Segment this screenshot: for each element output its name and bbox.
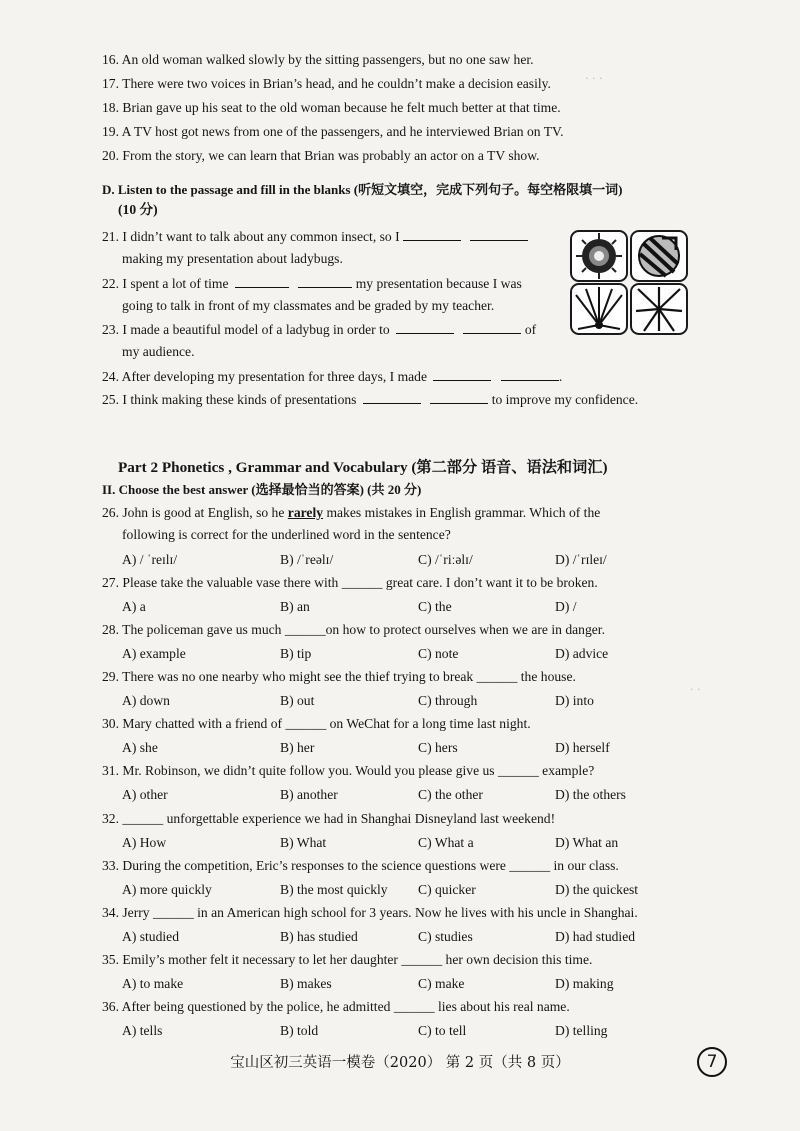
q25-text-2: to improve my confidence. (491, 392, 639, 407)
sun-pattern-image (570, 230, 628, 282)
burst-pattern-image (630, 283, 688, 335)
option-d[interactable]: D) advice (555, 646, 609, 661)
option-d[interactable]: D) /ˈrɪleɪ/ (555, 552, 607, 567)
option-d[interactable]: D) making (555, 976, 614, 991)
option-c[interactable]: C) the (418, 599, 452, 614)
option-d[interactable]: D) had studied (555, 929, 636, 944)
answer-blank[interactable] (433, 367, 491, 381)
option-c[interactable]: C) through (418, 693, 478, 708)
answer-blank[interactable] (501, 367, 559, 381)
question-stem: 30. Mary chatted with a friend of ______ on WeChat for a long time last night. (102, 716, 531, 731)
question-21-cont: making my presentation about ladybugs. (122, 251, 343, 266)
option-d[interactable]: D) the quickest (555, 882, 639, 897)
section-d-score: (10 分) (118, 202, 158, 217)
question-22-cont: going to talk in front of my classmates and be graded by my teacher. (122, 298, 495, 313)
option-d[interactable]: D) herself (555, 740, 610, 755)
option-d[interactable]: D) What an (555, 835, 619, 850)
q23-text: 23. I made a beautiful model of a ladybug in order to (102, 322, 390, 337)
option-c[interactable]: C) hers (418, 740, 458, 755)
option-a[interactable]: A) more quickly (122, 882, 212, 897)
page-number-badge: 7 (697, 1047, 727, 1077)
question-stem: 33. During the competition, Eric’s responses to the science questions were ______ in our class. (102, 858, 619, 873)
question-stem: 29. There was no one nearby who might see the thief trying to break ______ the house. (102, 669, 576, 684)
section-ii-title: II. Choose the best answer (选择最恰当的答案) (共 20 分) (102, 482, 422, 497)
option-d[interactable]: D) telling (555, 1023, 608, 1038)
answer-blank[interactable] (235, 274, 289, 288)
option-a[interactable]: A) she (122, 740, 158, 755)
page-footer: 宝山区初三英语一模卷（2020） 第 2 页（共 8 页） (230, 1055, 570, 1071)
q26-underlined-word: rarely (287, 505, 324, 520)
option-c[interactable]: C) studies (418, 929, 473, 944)
q22-text: 22. I spent a lot of time (102, 276, 229, 291)
statement-17: 17. There were two voices in Brian’s head, and he couldn’t make a decision easily. (102, 76, 551, 91)
statement-18: 18. Brian gave up his seat to the old woman because he felt much better at that time. (102, 100, 561, 115)
section-d-title: D. Listen to the passage and fill in the blanks (听短文填空，完成下列句子。每空格限填一词) (102, 182, 623, 197)
question-stem: 35. Emily’s mother felt it necessary to let her daughter ______ her own decision this time. (102, 952, 593, 967)
option-a[interactable]: A) studied (122, 929, 180, 944)
question-stem: 36. After being questioned by the police, he admitted ______ lies about his real name. (102, 999, 570, 1014)
q24-text: 24. After developing my presentation for three days, I made (102, 369, 428, 384)
option-c[interactable]: C) What a (418, 835, 474, 850)
q23-text-2: of (524, 322, 537, 337)
option-c[interactable]: C) /ˈriːəlɪ/ (418, 552, 473, 567)
option-a[interactable]: A) tells (122, 1023, 163, 1038)
fan-pattern-image (570, 283, 628, 335)
option-b[interactable]: B) another (280, 787, 338, 802)
striped-ball-image (630, 230, 688, 282)
option-b[interactable]: B) the most quickly (280, 882, 388, 897)
question-25 (102, 390, 638, 409)
part2-title: Part 2 Phonetics , Grammar and Vocabulary (第二部分 语音、语法和词汇) (118, 459, 608, 476)
answer-blank[interactable] (470, 227, 528, 241)
option-a[interactable]: A) down (122, 693, 170, 708)
answer-blank[interactable] (463, 320, 521, 334)
question-stem: 27. Please take the valuable vase there with ______ great care. I don’t want it to be broken. (102, 575, 598, 590)
statement-16: 16. An old woman walked slowly by the sitting passengers, but no one saw her. (102, 52, 534, 67)
option-c[interactable]: C) to tell (418, 1023, 467, 1038)
answer-blank[interactable] (298, 274, 352, 288)
answer-blank[interactable] (396, 320, 454, 334)
option-b[interactable]: B) What (280, 835, 327, 850)
question-stem: 31. Mr. Robinson, we didn’t quite follow you. Would you please give us ______ example? (102, 763, 595, 778)
option-a[interactable]: A) How (122, 835, 167, 850)
question-23-cont: my audience. (122, 344, 195, 359)
statement-20: 20. From the story, we can learn that Brian was probably an actor on a TV show. (102, 148, 540, 163)
question-23 (102, 320, 536, 339)
option-a[interactable]: A) / ˈreɪlɪ/ (122, 552, 178, 567)
q26-text: 26. John is good at English, so he (102, 505, 285, 520)
question-21 (102, 227, 528, 246)
option-c[interactable]: C) note (418, 646, 459, 661)
question-stem: 34. Jerry ______ in an American high school for 3 years. Now he lives with his uncle in Shanghai. (102, 905, 638, 920)
option-a[interactable]: A) to make (122, 976, 184, 991)
option-c[interactable]: C) make (418, 976, 465, 991)
q25-text: 25. I think making these kinds of presentations (102, 392, 357, 407)
question-22 (102, 274, 522, 293)
question-26-cont: following is correct for the underlined word in the sentence? (122, 527, 451, 542)
option-b[interactable]: B) tip (280, 646, 312, 661)
question-26 (102, 504, 600, 522)
ladybug-pictures (570, 230, 686, 335)
question-24 (102, 367, 562, 386)
q24-period: . (558, 369, 563, 384)
option-b[interactable]: B) has studied (280, 929, 358, 944)
option-a[interactable]: A) example (122, 646, 186, 661)
q21-text: 21. I didn’t want to talk about any common insect, so I (102, 229, 400, 244)
answer-blank[interactable] (363, 390, 421, 404)
option-d[interactable]: D) / (555, 599, 577, 614)
option-b[interactable]: B) out (280, 693, 315, 708)
question-stem: 32. ______ unforgettable experience we had in Shanghai Disneyland last weekend! (102, 811, 556, 826)
option-a[interactable]: A) a (122, 599, 146, 614)
option-c[interactable]: C) the other (418, 787, 483, 802)
q26-text-2: makes mistakes in English grammar. Which of the (326, 505, 601, 520)
answer-blank[interactable] (403, 227, 461, 241)
answer-blank[interactable] (430, 390, 488, 404)
option-b[interactable]: B) an (280, 599, 310, 614)
option-b[interactable]: B) /ˈreəlɪ/ (280, 552, 334, 567)
option-a[interactable]: A) other (122, 787, 168, 802)
q22-text-2: my presentation because I was (355, 276, 522, 291)
option-b[interactable]: B) her (280, 740, 315, 755)
option-c[interactable]: C) quicker (418, 882, 476, 897)
option-b[interactable]: B) told (280, 1023, 319, 1038)
option-b[interactable]: B) makes (280, 976, 332, 991)
question-stem: 28. The policeman gave us much ______on how to protect ourselves when we are in danger. (102, 622, 605, 637)
option-d[interactable]: D) the others (555, 787, 626, 802)
bleed-mark: · · · (585, 72, 603, 85)
bleed-mark: · · (690, 683, 701, 696)
statement-19: 19. A TV host got news from one of the passengers, and he interviewed Brian on TV. (102, 124, 564, 139)
option-d[interactable]: D) into (555, 693, 594, 708)
